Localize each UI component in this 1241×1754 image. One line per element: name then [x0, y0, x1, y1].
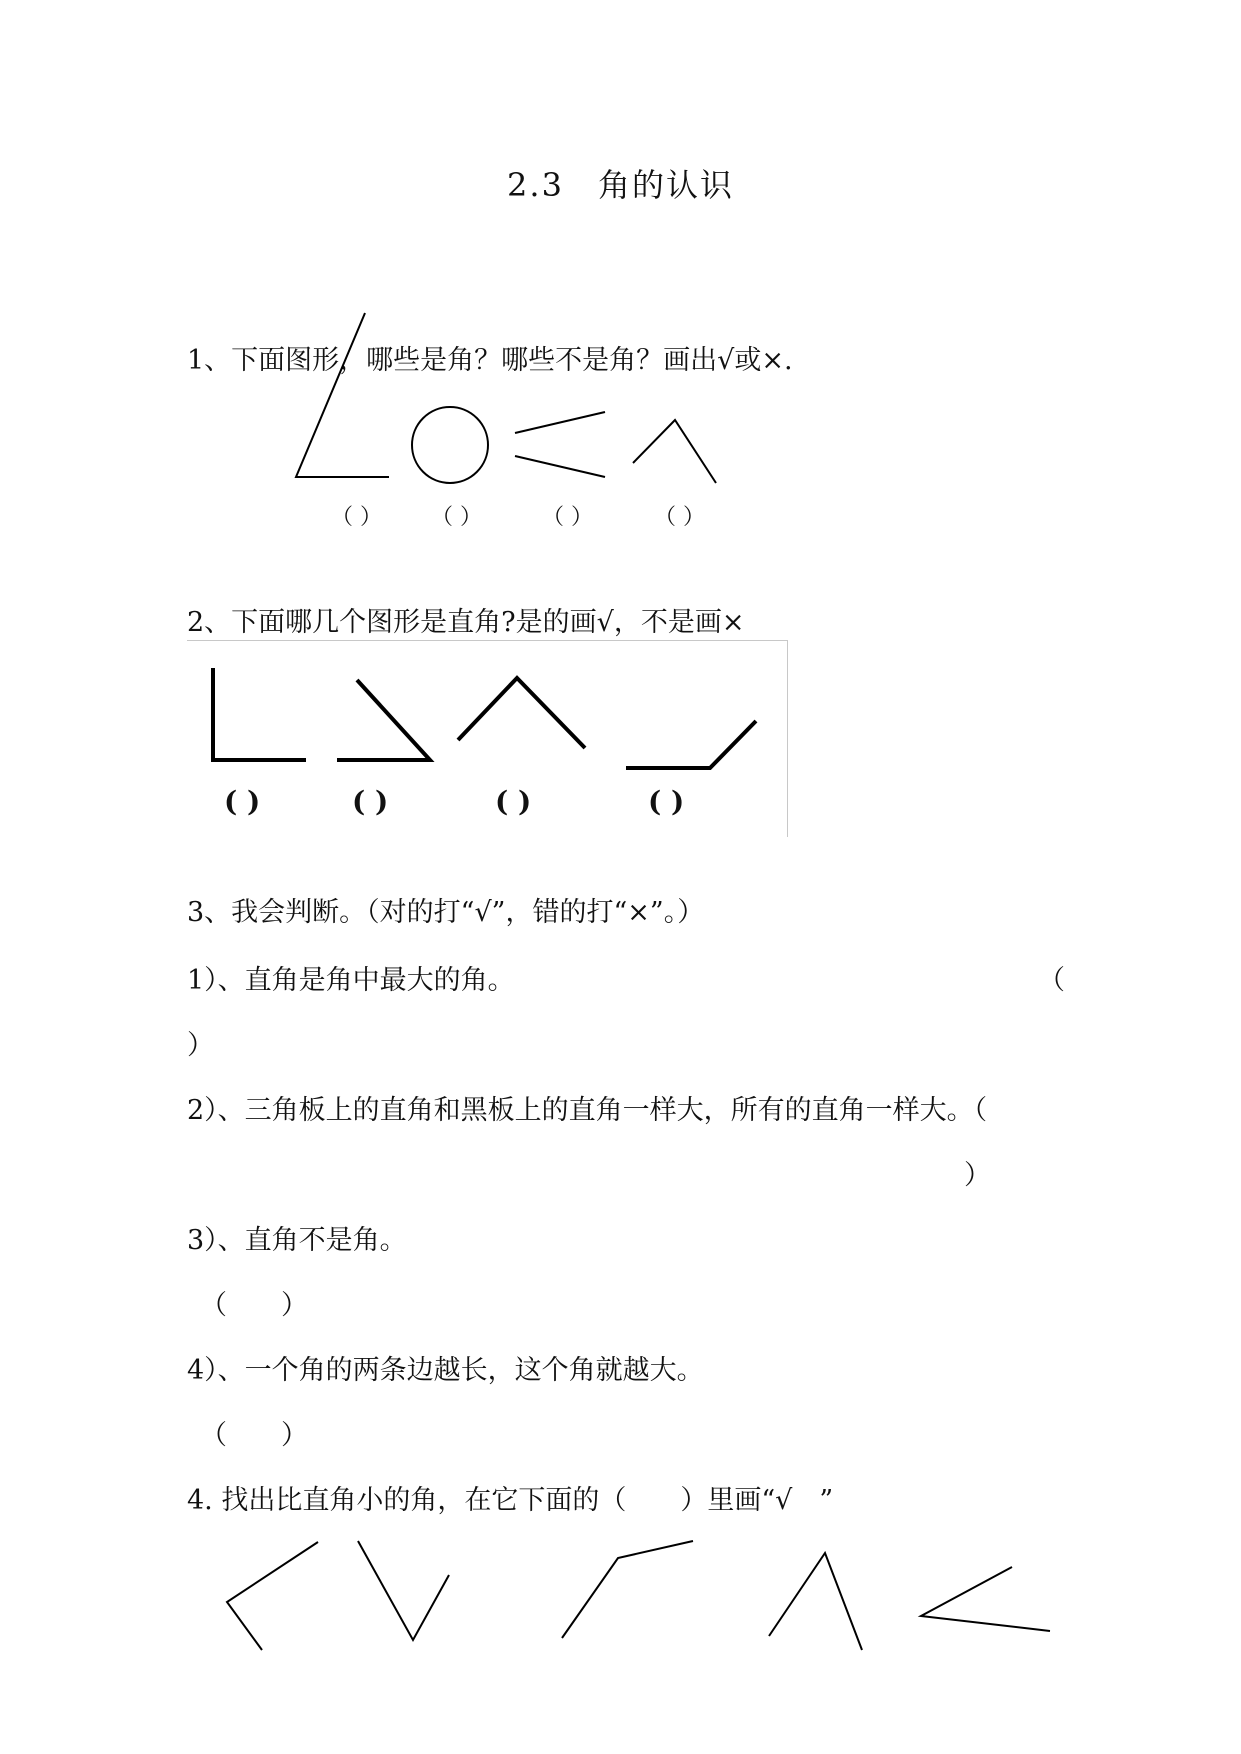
q1-answer-blank-4[interactable]: （ ）	[654, 505, 705, 530]
q3-item-2-close-paren[interactable]: ）	[964, 1160, 991, 1191]
q3-item-3-answer-blank[interactable]: （ ）	[200, 1290, 308, 1321]
q4-angle-figure-4	[769, 1553, 862, 1650]
question-3-prompt: 3、我会判断。（对的打“√”，错的打“×”。）	[187, 897, 705, 928]
q2-answer-blank-2[interactable]: ( )	[352, 785, 389, 818]
q3-item-1-close-paren[interactable]: ）	[187, 1030, 214, 1061]
q3-item-3-text: 3）、直角不是角。	[187, 1225, 407, 1256]
q3-item-2-text: 2）、三角板上的直角和黑板上的直角一样大，所有的直角一样大。（	[187, 1095, 988, 1126]
q4-angle-figure-2	[358, 1541, 449, 1640]
q4-angle-figure-1	[227, 1542, 318, 1650]
q4-angle-figure-3	[562, 1541, 693, 1638]
q3-item-1-open-paren[interactable]: （	[1038, 965, 1065, 996]
q3-item-1-text: 1）、直角是角中最大的角。	[187, 965, 515, 996]
page-title: 2.3 角的认识	[507, 166, 734, 204]
q1-answer-blank-1[interactable]: （ ）	[331, 505, 382, 530]
q1-answer-blank-3[interactable]: （ ）	[542, 505, 593, 530]
q1-answer-blank-2[interactable]: （ ）	[431, 505, 482, 530]
q3-item-4-text: 4）、一个角的两条边越长，这个角就越大。	[187, 1355, 704, 1386]
q2-answer-blank-1[interactable]: ( )	[224, 785, 261, 818]
q3-item-4-answer-blank[interactable]: （ ）	[200, 1420, 308, 1451]
question-2-prompt: 2、下面哪几个图形是直角?是的画√，不是画×	[187, 607, 745, 638]
q2-answer-blank-4[interactable]: ( )	[648, 785, 685, 818]
question-4-prompt: 4. 找出比直角小的角，在它下面的（ ）里画“√ ”	[187, 1485, 834, 1516]
question-1-prompt: 1、下面图形，哪些是角？哪些不是角？画出√或×.	[187, 345, 793, 376]
q2-answer-blank-3[interactable]: ( )	[495, 785, 532, 818]
q4-angle-figure-5	[921, 1567, 1050, 1631]
